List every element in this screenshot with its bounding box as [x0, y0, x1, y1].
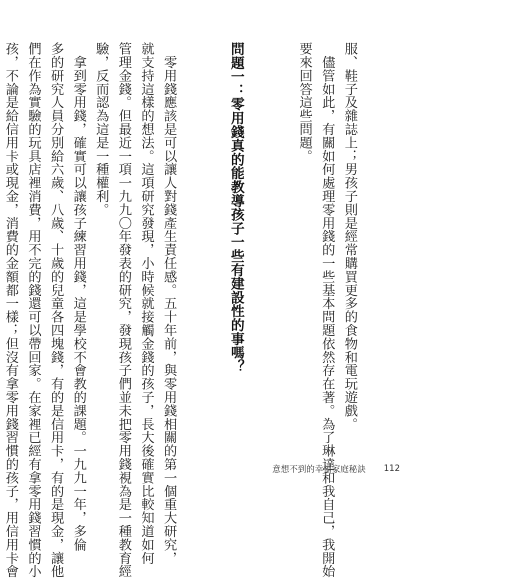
section-heading-question-1: 問題一：零用錢真的能教導孩子一些有建設性的事嗎？ — [227, 42, 244, 374]
book-title: 意想不到的幸福家庭秘訣 — [272, 465, 366, 475]
page-number: 112 — [383, 464, 400, 474]
paragraph-answer: 零用錢應該是可以讓人對錢產生責任感。五十年前，與零用錢相關的第一個重大研究， 就支持這樣的想法。這項研究發現，小時候就接觸金錢的孩子，長大後確實比較知道如何 管理金錢。但最近一項一九九〇年發表的研究，發現孩子們並未把零用錢視為是一種教育經 驗，反而認為這是一種權利。 拿到零用錢，確實可以讓孩子練習用錢，這是學校不會教的課題。一九九一年，多倫 多的研究人員分別給六歲、八歲、十歲的兒童各四塊錢，有的是信用卡，有的是現金，讓他 們在作為實驗的玩具店裡消費，用不完的錢還可以帶回家。在家裡已經有拿零用錢習慣的小 孩，不論是給信用卡或現金，消費的金額都一樣；但沒有拿零用錢習慣的孩子，用信用卡會 — [2, 42, 177, 578]
paragraph-intro: 服、鞋子及雜誌上；男孩子則是經常購買更多的食物和電玩遊戲。 儘管如此，有關如何處理零用錢的一些基本問題依然存在著。為了琳達和我自己，我開始 要來回答這些問題。 — [296, 42, 357, 578]
page-footer — [120, 462, 400, 476]
